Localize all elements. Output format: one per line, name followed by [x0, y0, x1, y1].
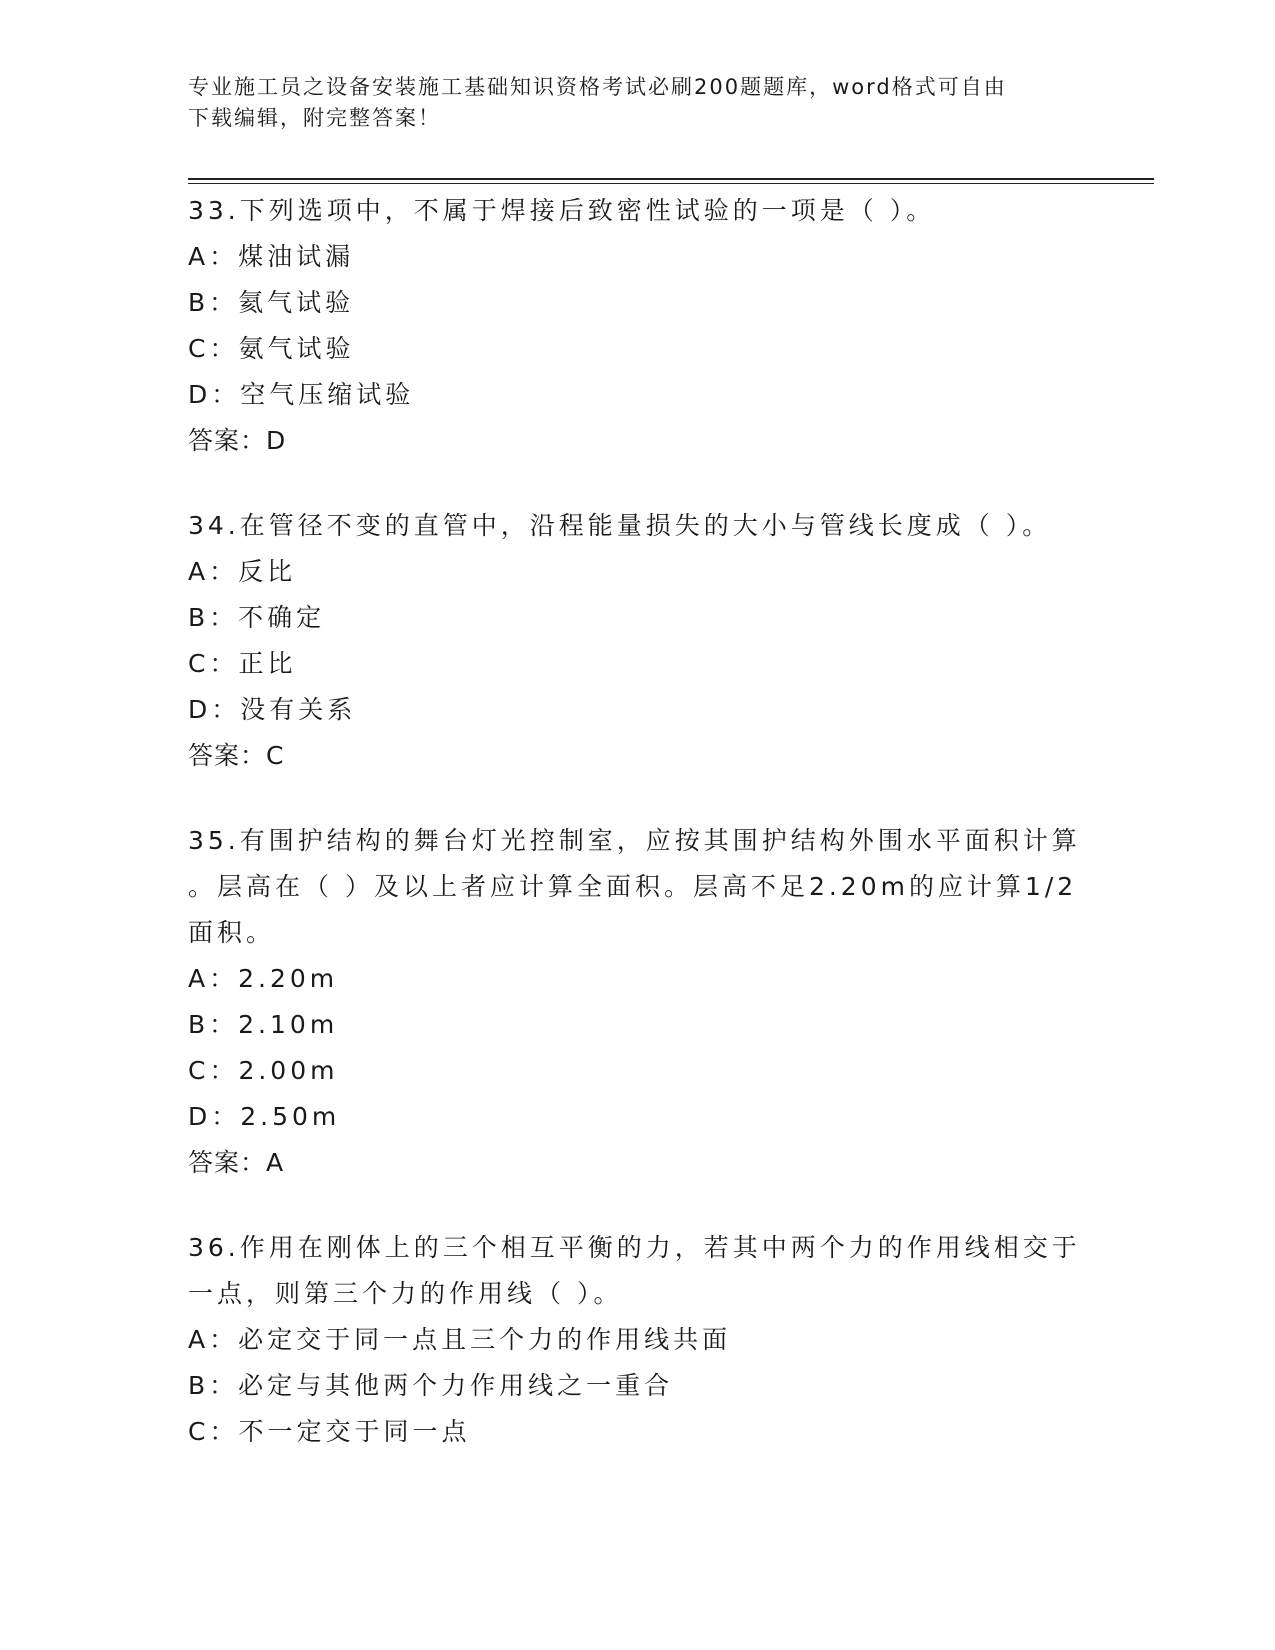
question-33 — [188, 188, 1088, 464]
header-divider-thin — [188, 183, 1154, 184]
option-b: B：2.10m — [188, 1010, 339, 1039]
question-text-line-3: 面积。 — [188, 918, 276, 947]
question-text: 33.下列选项中，不属于焊接后致密性试验的一项是（ ）。 — [188, 196, 936, 225]
option-c: C：氨气试验 — [188, 334, 355, 363]
question-text-line-2: 一点，则第三个力的作用线（ ）。 — [188, 1279, 623, 1308]
option-a: A：反比 — [188, 557, 297, 586]
question-text-line-1: 35.有围护结构的舞台灯光控制室，应按其围护结构外围水平面积计算 — [188, 826, 1081, 855]
question-list — [188, 188, 1088, 1494]
question-text-line-2: 。层高在（ ）及以上者应计算全面积。层高不足2.20m的应计算1/2 — [188, 872, 1078, 901]
answer: 答案：D — [188, 426, 287, 455]
answer: 答案：C — [188, 741, 285, 770]
question-text-line-1: 36.作用在刚体上的三个相互平衡的力，若其中两个力的作用线相交于 — [188, 1233, 1081, 1262]
document-header — [188, 72, 1088, 134]
option-d: D：2.50m — [188, 1102, 341, 1131]
option-a: A：煤油试漏 — [188, 242, 355, 271]
answer: 答案：A — [188, 1148, 285, 1177]
question-35 — [188, 818, 1088, 1186]
header-line-2: 下载编辑，附完整答案！ — [188, 106, 441, 130]
option-d: D：没有关系 — [188, 695, 357, 724]
option-a: A：必定交于同一点且三个力的作用线共面 — [188, 1325, 732, 1354]
question-36 — [188, 1225, 1088, 1455]
option-b: B：氦气试验 — [188, 288, 355, 317]
option-c: C：2.00m — [188, 1056, 339, 1085]
option-b: B：不确定 — [188, 603, 326, 632]
header-line-1: 专业施工员之设备安装施工基础知识资格考试必刷200题题库，word格式可自由 — [188, 75, 1007, 99]
option-a: A：2.20m — [188, 964, 339, 993]
header-divider-thick — [188, 178, 1154, 180]
question-text: 34.在管径不变的直管中，沿程能量损失的大小与管线长度成（ ）。 — [188, 511, 1052, 540]
option-c: C：不一定交于同一点 — [188, 1417, 471, 1446]
option-c: C：正比 — [188, 649, 297, 678]
option-d: D：空气压缩试验 — [188, 380, 415, 409]
option-b: B：必定与其他两个力作用线之一重合 — [188, 1371, 674, 1400]
question-34 — [188, 503, 1088, 779]
